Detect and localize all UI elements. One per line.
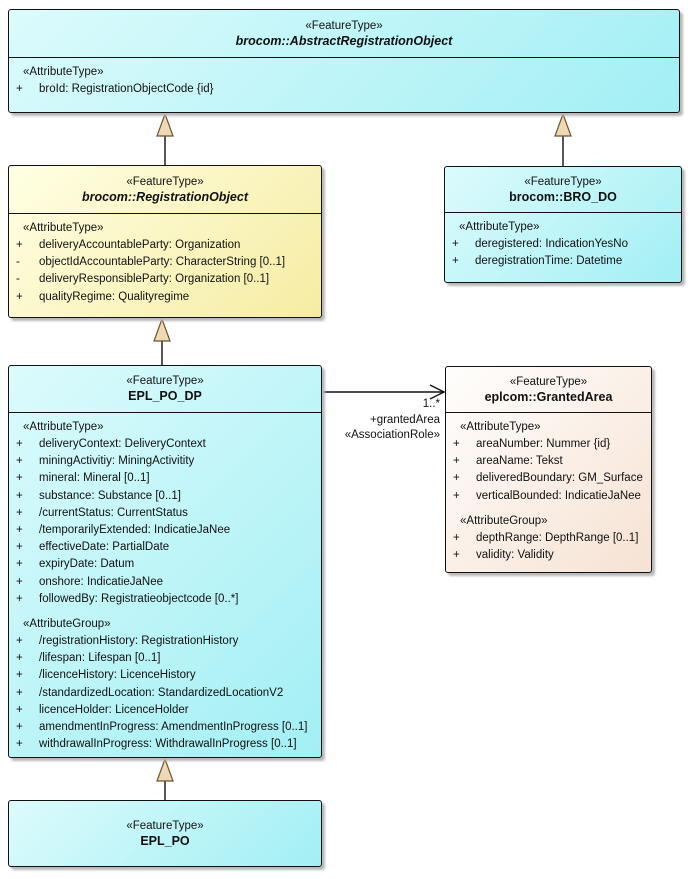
attribute-text: /temporarilyExtended: IndicatieJaNee <box>39 524 231 537</box>
class-box-epl-po[interactable] <box>8 800 322 867</box>
attribute-text: followedBy: Registratieobjectcode [0..*] <box>39 592 239 605</box>
visibility-marker: + <box>16 239 23 251</box>
visibility-marker: + <box>16 438 23 450</box>
class-stereotype: «FeatureType» <box>524 175 602 188</box>
attribute-text: depthRange: DepthRange [0..1] <box>476 531 639 544</box>
attribute-row <box>9 556 321 573</box>
class-stereotype: «FeatureType» <box>126 175 204 188</box>
attribute-text: substance: Substance [0..1] <box>39 489 181 502</box>
visibility-marker: + <box>453 549 460 562</box>
visibility-marker: + <box>452 255 459 268</box>
visibility-marker: + <box>16 575 23 588</box>
visibility-marker: + <box>16 541 23 554</box>
attribute-row <box>446 530 651 547</box>
visibility-marker: + <box>16 472 23 485</box>
visibility-marker: + <box>16 686 23 699</box>
class-header <box>445 167 681 213</box>
attribute-row <box>446 436 651 453</box>
class-box-abstract-registration-object[interactable] <box>8 9 680 113</box>
class-name: brocom::AbstractRegistrationObject <box>235 33 453 48</box>
attribute-text: /standardizedLocation: StandardizedLocationV2 <box>39 686 284 699</box>
generalization-triangle-icon <box>157 114 173 136</box>
attribute-text: deliveryResponsibleParty: Organization [0..1] <box>39 273 270 286</box>
attribute-row <box>9 702 321 719</box>
association-stereotype-label: «AssociationRole» <box>344 429 440 441</box>
class-header <box>9 366 321 413</box>
attribute-text: objectIdAccountableParty: CharacterString [0..1] <box>39 256 286 269</box>
attribute-row <box>9 591 321 608</box>
attribute-text: deliveryAccountableParty: Organization <box>39 239 241 251</box>
association-labels <box>345 397 440 444</box>
class-box-registration-object[interactable] <box>8 165 322 318</box>
visibility-marker: + <box>16 506 23 519</box>
attribute-text: expiryDate: Datum <box>39 558 135 571</box>
visibility-marker: + <box>16 738 23 751</box>
attribute-text: effectiveDate: PartialDate <box>39 541 170 554</box>
visibility-marker: + <box>453 438 460 450</box>
visibility-marker: - <box>16 256 20 269</box>
class-box-epl-po-dp[interactable] <box>8 365 322 758</box>
attributes-compartment <box>9 413 321 753</box>
attribute-type-heading: «AttributeType» <box>23 66 104 78</box>
class-box-granted-area[interactable] <box>445 366 652 573</box>
attribute-text: /lifespan: Lifespan [0..1] <box>39 652 161 665</box>
visibility-marker: + <box>16 83 23 95</box>
attribute-text: miningActivitiy: MiningActivitity <box>39 455 195 468</box>
visibility-marker: + <box>16 489 23 502</box>
attribute-row <box>9 254 321 271</box>
attribute-row <box>9 539 321 556</box>
attribute-text: deliveredBoundary: GM_Surface <box>476 472 643 485</box>
class-name: brocom::BRO_DO <box>509 189 617 204</box>
visibility-marker: + <box>16 703 23 716</box>
class-stereotype: «FeatureType» <box>126 819 204 832</box>
attributes-compartment <box>9 214 321 306</box>
attribute-row <box>9 289 321 306</box>
class-box-bro-do[interactable] <box>444 166 682 283</box>
attribute-row <box>445 253 681 270</box>
multiplicity-label: 1..* <box>422 398 440 410</box>
visibility-marker: + <box>16 592 23 605</box>
visibility-marker: + <box>16 652 23 665</box>
attribute-text: areaName: Tekst <box>476 455 563 468</box>
attribute-row <box>446 470 651 487</box>
visibility-marker: + <box>16 635 23 648</box>
attribute-text: areaNumber: Nummer {id} <box>476 438 611 450</box>
attribute-row <box>9 574 321 591</box>
visibility-marker: + <box>453 455 460 468</box>
attributes-compartment <box>446 413 651 564</box>
attribute-text: deregistered: IndicationYesNo <box>475 238 629 250</box>
class-header <box>9 166 321 214</box>
class-name: eplcom::GrantedArea <box>484 389 613 404</box>
attribute-row <box>446 453 651 470</box>
class-header <box>446 367 651 413</box>
attribute-row <box>9 237 321 254</box>
generalization-triangle-icon <box>154 319 170 341</box>
attribute-text: verticalBounded: IndicatieJaNee <box>476 489 641 502</box>
attribute-row <box>9 667 321 684</box>
class-name: EPL_PO_DP <box>128 389 202 403</box>
attribute-text: /registrationHistory: RegistrationHistory <box>39 635 239 648</box>
attribute-type-heading: «AttributeType» <box>460 421 541 433</box>
attribute-text: amendmentInProgress: AmendmentInProgress [0..1] <box>39 721 308 734</box>
attribute-text: deregistrationTime: Datetime <box>475 255 623 268</box>
attribute-type-heading: «AttributeType» <box>23 222 104 234</box>
attribute-row <box>446 488 651 505</box>
visibility-marker: + <box>16 721 23 734</box>
attribute-text: broId: RegistrationObjectCode {id} <box>39 83 214 95</box>
attribute-text: withdrawalInProgress: WithdrawalInProgress [0..1] <box>39 738 297 751</box>
attribute-row <box>9 271 321 288</box>
attribute-row <box>446 547 651 564</box>
visibility-marker: + <box>16 290 23 303</box>
visibility-marker: + <box>16 455 23 468</box>
attribute-text: validity: Validity <box>476 549 554 562</box>
attribute-text: onshore: IndicatieJaNee <box>39 575 164 588</box>
attribute-row <box>9 736 321 753</box>
attribute-group-heading: «AttributeGroup» <box>23 618 111 631</box>
attribute-row <box>9 470 321 487</box>
attribute-row <box>9 633 321 650</box>
attribute-row <box>9 505 321 522</box>
attribute-type-heading: «AttributeType» <box>23 421 104 433</box>
attribute-row <box>9 522 321 539</box>
class-stereotype: «FeatureType» <box>126 375 204 387</box>
attribute-text: licenceHolder: LicenceHolder <box>39 703 189 716</box>
attribute-text: mineral: Mineral [0..1] <box>39 472 150 485</box>
attributes-compartment <box>445 213 681 270</box>
visibility-marker: - <box>16 273 20 286</box>
attribute-row <box>9 650 321 667</box>
role-name-label: +grantedArea <box>369 413 440 426</box>
visibility-marker: + <box>452 238 459 250</box>
attribute-row <box>9 719 321 736</box>
attribute-text: deliveryContext: DeliveryContext <box>39 438 206 450</box>
attribute-text: /licenceHistory: LicenceHistory <box>39 669 196 682</box>
class-stereotype: «FeatureType» <box>509 375 588 388</box>
visibility-marker: + <box>453 472 460 485</box>
class-header <box>9 10 679 58</box>
class-header <box>9 801 321 866</box>
attribute-row <box>9 436 321 453</box>
attributes-compartment <box>9 58 679 98</box>
attribute-row <box>9 81 679 98</box>
attribute-row <box>9 453 321 470</box>
attribute-row <box>9 488 321 505</box>
attribute-type-heading: «AttributeType» <box>459 221 540 233</box>
generalization-triangle-icon <box>157 759 173 781</box>
visibility-marker: + <box>16 558 23 571</box>
class-name: EPL_PO <box>140 833 190 848</box>
visibility-marker: + <box>453 531 460 544</box>
class-stereotype: «FeatureType» <box>305 19 383 32</box>
class-name: brocom::RegistrationObject <box>82 189 248 204</box>
attribute-row <box>9 685 321 702</box>
attribute-row <box>445 236 681 253</box>
visibility-marker: + <box>453 489 460 502</box>
visibility-marker: + <box>16 524 23 537</box>
attribute-text: /currentStatus: CurrentStatus <box>39 506 188 519</box>
generalization-triangle-icon <box>555 114 571 136</box>
attribute-group-heading: «AttributeGroup» <box>460 514 548 527</box>
attribute-text: qualityRegime: Qualityregime <box>39 290 190 303</box>
visibility-marker: + <box>16 669 23 682</box>
